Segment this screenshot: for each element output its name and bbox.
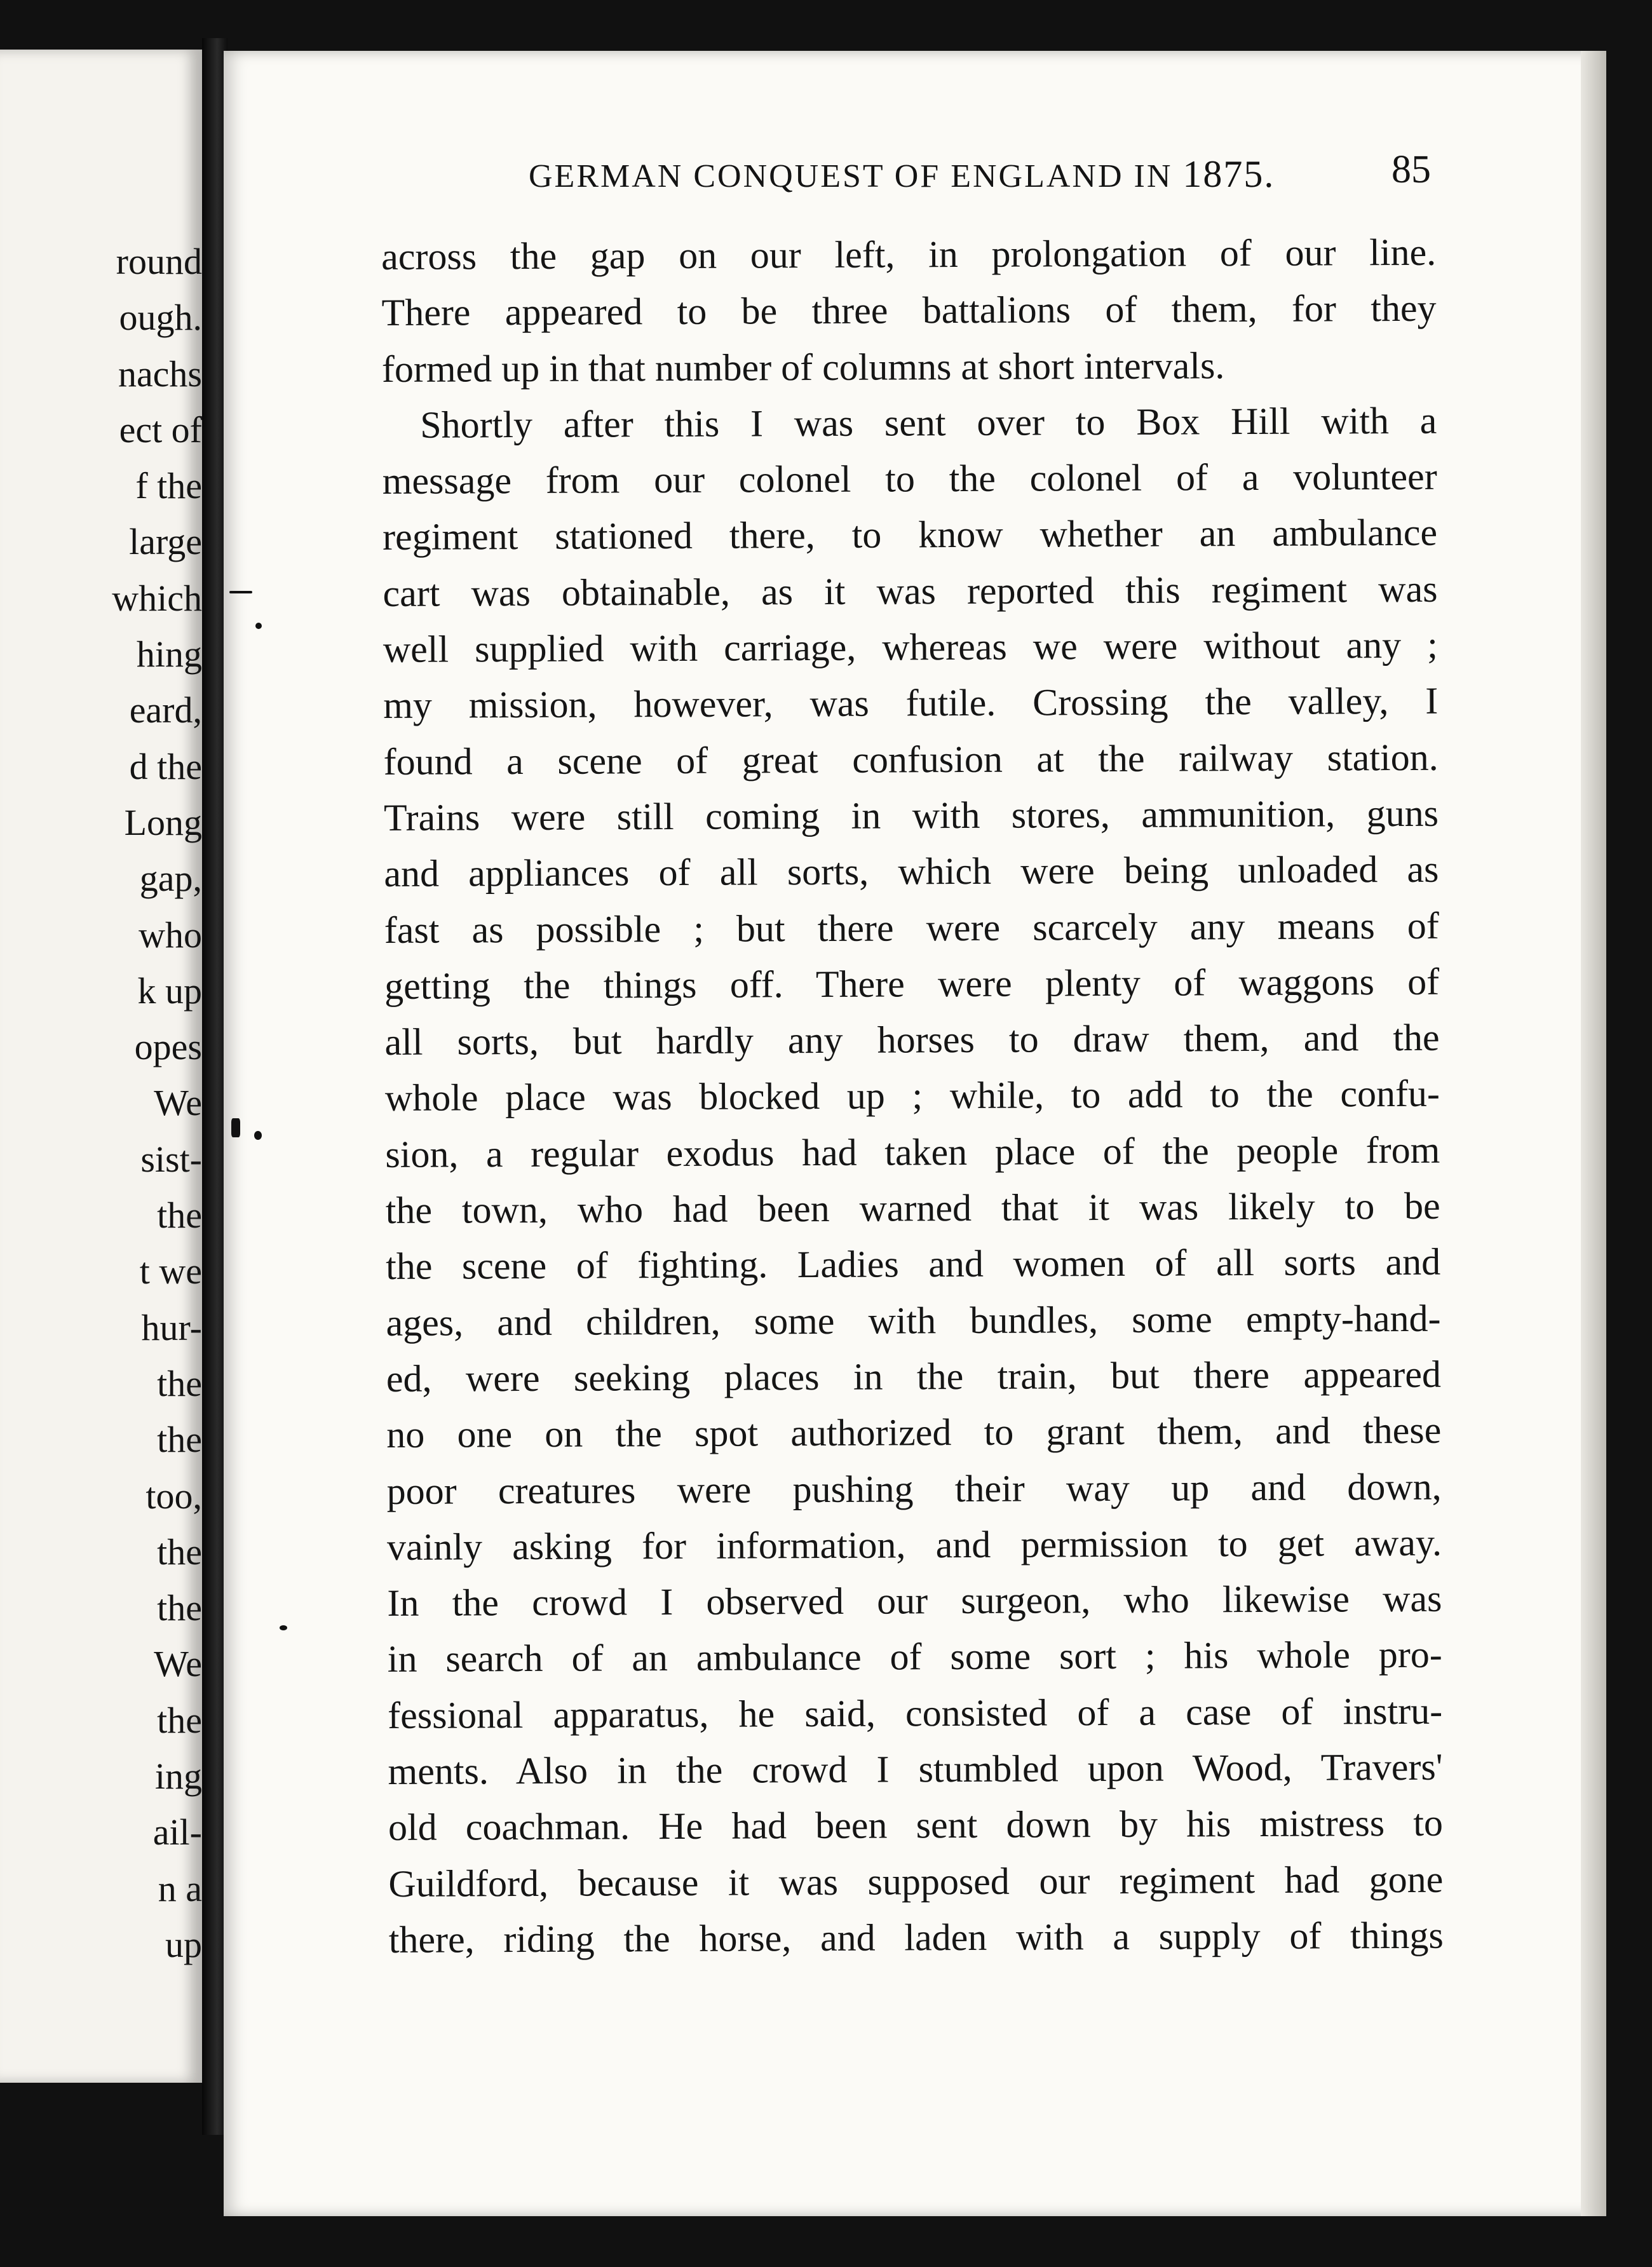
previous-page-edge xyxy=(0,50,206,2083)
fragment-line: We xyxy=(154,1082,202,1124)
fragment-line: too, xyxy=(146,1475,202,1517)
fragment-line: the xyxy=(157,1531,202,1573)
fragment-line: hing xyxy=(136,633,202,675)
text-line: and appliances of all sorts, which were being unloaded as xyxy=(384,848,1439,895)
text-line: fast as possible ; but there were scarcely any means of xyxy=(384,904,1439,951)
fragment-line: k up xyxy=(137,970,202,1012)
fragment-line: the xyxy=(157,1362,202,1404)
text-line: cart was obtainable, as it was reported this regiment was xyxy=(383,567,1438,614)
text-line: in search of an ambulance of some sort ; his whole pro- xyxy=(387,1634,1442,1681)
fragment-line: nachs xyxy=(118,353,202,395)
text-line: the town, who had been warned that it was likely to be xyxy=(385,1184,1440,1232)
text-line: ages, and children, some with bundles, some empty-hand- xyxy=(386,1297,1441,1344)
page-number: 85 xyxy=(1391,148,1431,191)
fragment-line: d the xyxy=(129,745,202,787)
fragment-line: large xyxy=(129,521,202,563)
fragment-line: n a xyxy=(158,1867,202,1909)
text-line: ments. Also in the crowd I stumbled upon Wood, Travers' xyxy=(388,1745,1443,1792)
body-text xyxy=(381,224,1444,1968)
fragment-line: Long xyxy=(124,801,202,843)
fragment-line: We xyxy=(154,1643,202,1685)
fragment-line: opes xyxy=(134,1026,202,1068)
text-line: old coachman. He had been sent down by his mistress to xyxy=(388,1802,1444,1849)
fragment-line: f the xyxy=(135,465,202,507)
previous-page-text-fragments xyxy=(0,234,202,1973)
text-line: there, riding the horse, and laden with a supply of things xyxy=(388,1914,1444,1961)
text-line: getting the things off. There were plenty of waggons of xyxy=(384,960,1440,1007)
fragment-line: ect of xyxy=(119,409,202,450)
text-line: Guildford, because it was supposed our regiment had gone xyxy=(388,1858,1444,1905)
text-line: the scene of fighting. Ladies and women of all sorts and xyxy=(385,1241,1441,1288)
text-line: whole place was blocked up ; while, to add to the confu- xyxy=(384,1073,1440,1120)
running-head xyxy=(529,152,1431,196)
text-line: message from our colonel to the colonel of a volunteer xyxy=(382,455,1437,503)
text-line: There appeared to be three battalions of them, for they xyxy=(381,287,1437,334)
text-line: sion, a regular exodus had taken place of the people from xyxy=(385,1128,1440,1175)
fragment-line: t we xyxy=(139,1250,202,1292)
paragraph-start-line: Shortly after this I was sent over to Box Hill with a xyxy=(420,399,1437,446)
book-page xyxy=(224,51,1606,2216)
text-line: poor creatures were pushing their way up and down, xyxy=(386,1465,1442,1512)
scan-speck xyxy=(280,1625,287,1630)
scan-speck xyxy=(231,1118,240,1137)
text-line: all sorts, but hardly any horses to draw them, and the xyxy=(384,1016,1440,1064)
fragment-line: gap, xyxy=(139,858,202,900)
text-line: regiment stationed there, to know whether an ambulance xyxy=(382,511,1438,558)
text-line: ed, were seeking places in the train, but there appeared xyxy=(386,1353,1442,1400)
scan-speck xyxy=(229,591,252,593)
fragment-line: up xyxy=(165,1923,202,1965)
fragment-line: round xyxy=(116,241,202,282)
text-line: Trains were still coming in with stores, ammunition, guns xyxy=(383,792,1439,839)
running-head-year: 1875. xyxy=(1182,153,1275,195)
text-line: formed up in that number of columns at short intervals. xyxy=(381,344,1225,390)
fragment-line: which xyxy=(112,577,202,619)
fragment-line: ail- xyxy=(152,1811,202,1853)
text-line: well supplied with carriage, whereas we were without any ; xyxy=(383,623,1439,671)
fragment-line: ough. xyxy=(119,297,202,339)
fragment-line: sist- xyxy=(140,1138,202,1180)
text-line: In the crowd I observed our surgeon, who likewise was xyxy=(387,1577,1442,1625)
text-line: my mission, however, was futile. Crossing the valley, I xyxy=(383,680,1439,727)
fragment-line: hur- xyxy=(141,1306,202,1348)
scan-speck xyxy=(254,1131,262,1140)
text-line: found a scene of great confusion at the railway station. xyxy=(383,736,1439,783)
scan-speck xyxy=(255,623,262,629)
fragment-line: who xyxy=(139,914,202,956)
running-head-title: GERMAN CONQUEST OF ENGLAND IN xyxy=(529,158,1173,194)
fragment-line: the xyxy=(157,1419,202,1461)
fragment-line: the xyxy=(157,1587,202,1629)
text-line: vainly asking for information, and permission to get away. xyxy=(386,1521,1442,1568)
text-line: across the gap on our left, in prolongation of our line. xyxy=(381,231,1437,278)
fragment-line: ing xyxy=(154,1756,202,1797)
text-line: no one on the spot authorized to grant them, and these xyxy=(386,1409,1442,1456)
fragment-line: eard, xyxy=(129,689,202,731)
page-edge-shadow xyxy=(1581,51,1606,2216)
fragment-line: the xyxy=(157,1194,202,1236)
text-line: fessional apparatus, he said, consisted of a case of instru- xyxy=(388,1689,1443,1736)
fragment-line: the xyxy=(157,1699,202,1741)
